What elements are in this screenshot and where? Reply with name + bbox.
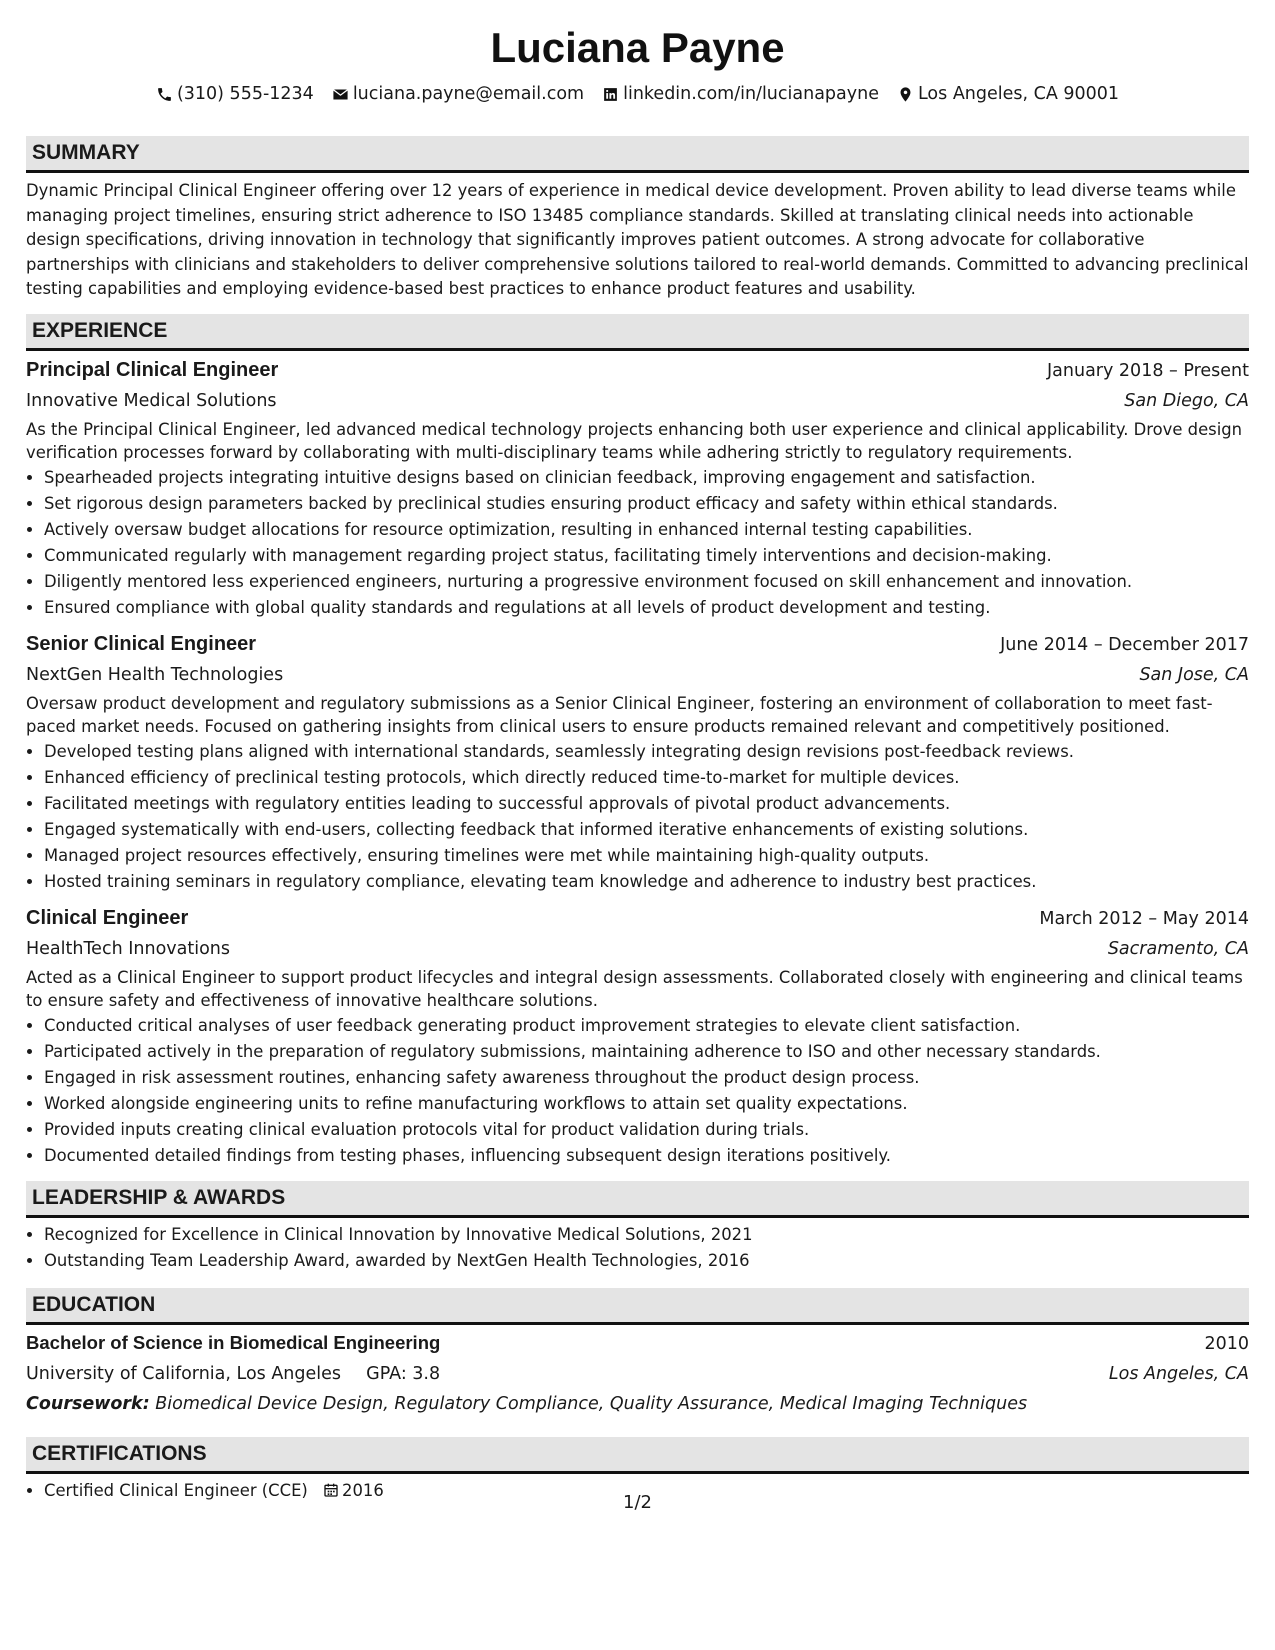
- experience-heading: EXPERIENCE: [26, 314, 1249, 351]
- job-title: Senior Clinical Engineer: [26, 632, 257, 655]
- coursework-label: Coursework:: [26, 1393, 150, 1414]
- certification-name: Certified Clinical Engineer (CCE): [44, 1480, 308, 1500]
- list-item: • Engaged in risk assessment routines, enhancing safety awareness throughout the product design process.: [44, 1065, 1249, 1091]
- job-bullets: [26, 1013, 1249, 1169]
- candidate-name: Luciana Payne: [490, 24, 785, 71]
- list-item: • Ensured compliance with global quality standards and regulations at all levels of product development and testing.: [44, 595, 1249, 621]
- job-description: Oversaw product development and regulatory submissions as a Senior Clinical Engineer, fostering an environment of collaboration to meet fast-paced market needs. Focused on gathering insights from clinical users to ensure products remained relevant and competitively positioned.: [26, 693, 1213, 736]
- job-title: Clinical Engineer: [26, 906, 189, 929]
- experience-section: [26, 314, 1249, 1169]
- list-item: • Enhanced efficiency of preclinical testing protocols, which directly reduced time-to-market for multiple devices.: [44, 765, 1249, 791]
- job-title: Principal Clinical Engineer: [26, 358, 279, 381]
- job-description: As the Principal Clinical Engineer, led advanced medical technology projects enhancing both user experience and clinical applicability. Drove design verification processes forward by collaborating with multi-disciplinary teams while adhering strictly to regulatory requirements.: [26, 419, 1243, 462]
- phone-icon: [156, 86, 173, 103]
- list-item: • Diligently mentored less experienced engineers, nurturing a progressive environment focused on skill enhancement and innovation.: [44, 569, 1249, 595]
- certifications-heading: CERTIFICATIONS: [26, 1437, 1249, 1474]
- coursework: [26, 1389, 1249, 1419]
- education-gpa: GPA: 3.8: [366, 1363, 441, 1384]
- job-dates: January 2018 – Present: [1047, 360, 1249, 381]
- job-dates: June 2014 – December 2017: [1000, 634, 1249, 655]
- job-location: San Diego, CA: [1124, 390, 1249, 411]
- map-pin-icon: [897, 86, 914, 103]
- linkedin-text[interactable]: linkedin.com/in/lucianapayne: [623, 84, 879, 104]
- job-dates: March 2012 – May 2014: [1039, 908, 1249, 929]
- job-location: San Jose, CA: [1139, 664, 1249, 685]
- education-location: Los Angeles, CA: [1108, 1363, 1249, 1384]
- job-location: Sacramento, CA: [1107, 938, 1249, 959]
- list-item: • Conducted critical analyses of user feedback generating product improvement strategies to elevate client satisfaction.: [44, 1013, 1249, 1039]
- certification-year: 2016: [342, 1480, 384, 1500]
- job-bullets: [26, 739, 1249, 895]
- list-item: • Hosted training seminars in regulatory compliance, elevating team knowledge and adherence to industry best practices.: [44, 869, 1249, 895]
- phone-text: (310) 555-1234: [176, 84, 314, 104]
- education-school: University of California, Los Angeles: [26, 1363, 342, 1384]
- contact-phone: [156, 82, 314, 106]
- list-item: • Provided inputs creating clinical evaluation protocols vital for product validation during trials.: [44, 1117, 1249, 1143]
- list-item: • Worked alongside engineering units to refine manufacturing workflows to attain set quality expectations.: [44, 1091, 1249, 1117]
- education-degree: Bachelor of Science in Biomedical Engineering: [26, 1331, 441, 1353]
- list-item: • Participated actively in the preparation of regulatory submissions, maintaining adherence to ISO and other necessary standards.: [44, 1039, 1249, 1065]
- list-item: • Actively oversaw budget allocations for resource optimization, resulting in enhanced internal testing capabilities.: [44, 517, 1249, 543]
- list-item: • Outstanding Team Leadership Award, awarded by NextGen Health Technologies, 2016: [44, 1248, 1249, 1274]
- contact-bar: [26, 82, 1249, 106]
- summary-text: Dynamic Principal Clinical Engineer offering over 12 years of experience in medical device development. Proven ability to lead diverse teams while managing project timelines, ensuring strict adherence to ISO 13485 compliance standards. Skilled at translating clinical needs into actionable design specifications, driving innovation in technology that significantly improves patient outcomes. A strong advocate for collaborative partnerships with clinicians and stakeholders to deliver comprehensive solutions tailored to real-world demands. Committed to advancing preclinical testing capabilities and employing evidence-based best practices to enhance product features and usability.: [26, 181, 1249, 298]
- leadership-section: [26, 1181, 1249, 1274]
- resume-page: [26, 20, 1249, 1504]
- contact-email[interactable]: [332, 82, 584, 106]
- linkedin-icon: [602, 86, 619, 103]
- contact-location: [897, 82, 1119, 106]
- coursework-text: Biomedical Device Design, Regulatory Compliance, Quality Assurance, Medical Imaging Techniques: [155, 1393, 1028, 1414]
- job-entry: [26, 355, 1249, 621]
- email-text[interactable]: luciana.payne@email.com: [352, 84, 585, 104]
- list-item: • Communicated regularly with management regarding project status, facilitating timely interventions and decision-making.: [44, 543, 1249, 569]
- page-number: 1/2: [623, 1492, 652, 1513]
- job-company: NextGen Health Technologies: [26, 664, 284, 685]
- job-bullets: [26, 465, 1249, 621]
- leadership-heading: LEADERSHIP & AWARDS: [26, 1181, 1249, 1218]
- education-section: [26, 1288, 1249, 1419]
- contact-linkedin[interactable]: [602, 82, 879, 106]
- list-item: • Set rigorous design parameters backed by preclinical studies ensuring product efficacy and safety within ethical standards.: [44, 491, 1249, 517]
- list-item: • Spearheaded projects integrating intuitive designs based on clinician feedback, improving engagement and satisfaction.: [44, 465, 1249, 491]
- list-item: • Developed testing plans aligned with international standards, seamlessly integrating design revisions post-feedback reviews.: [44, 739, 1249, 765]
- education-year: 2010: [1204, 1333, 1249, 1354]
- list-item: • Documented detailed findings from testing phases, influencing subsequent design iterations positively.: [44, 1143, 1249, 1169]
- summary-heading: SUMMARY: [26, 136, 1249, 173]
- job-company: HealthTech Innovations: [26, 938, 230, 959]
- job-description: Acted as a Clinical Engineer to support product lifecycles and integral design assessments. Collaborated closely with engineering and clinical teams to ensure safety and effectiveness of innovative healthcare solutions.: [26, 967, 1243, 1010]
- list-item: • Engaged systematically with end-users, collecting feedback that informed iterative enhancements of existing solutions.: [44, 817, 1249, 843]
- envelope-icon: [332, 86, 349, 103]
- leadership-list: [26, 1222, 1249, 1274]
- education-heading: EDUCATION: [26, 1288, 1249, 1325]
- job-entry: [26, 903, 1249, 1169]
- job-entry: [26, 629, 1249, 895]
- list-item: • Facilitated meetings with regulatory entities leading to successful approvals of pivotal product advancements.: [44, 791, 1249, 817]
- job-company: Innovative Medical Solutions: [26, 390, 277, 411]
- list-item: • Managed project resources effectively, ensuring timelines were met while maintaining high-quality outputs.: [44, 843, 1249, 869]
- location-text: Los Angeles, CA 90001: [917, 84, 1120, 104]
- list-item: • Recognized for Excellence in Clinical Innovation by Innovative Medical Solutions, 2021: [44, 1222, 1249, 1248]
- summary-section: [26, 136, 1249, 302]
